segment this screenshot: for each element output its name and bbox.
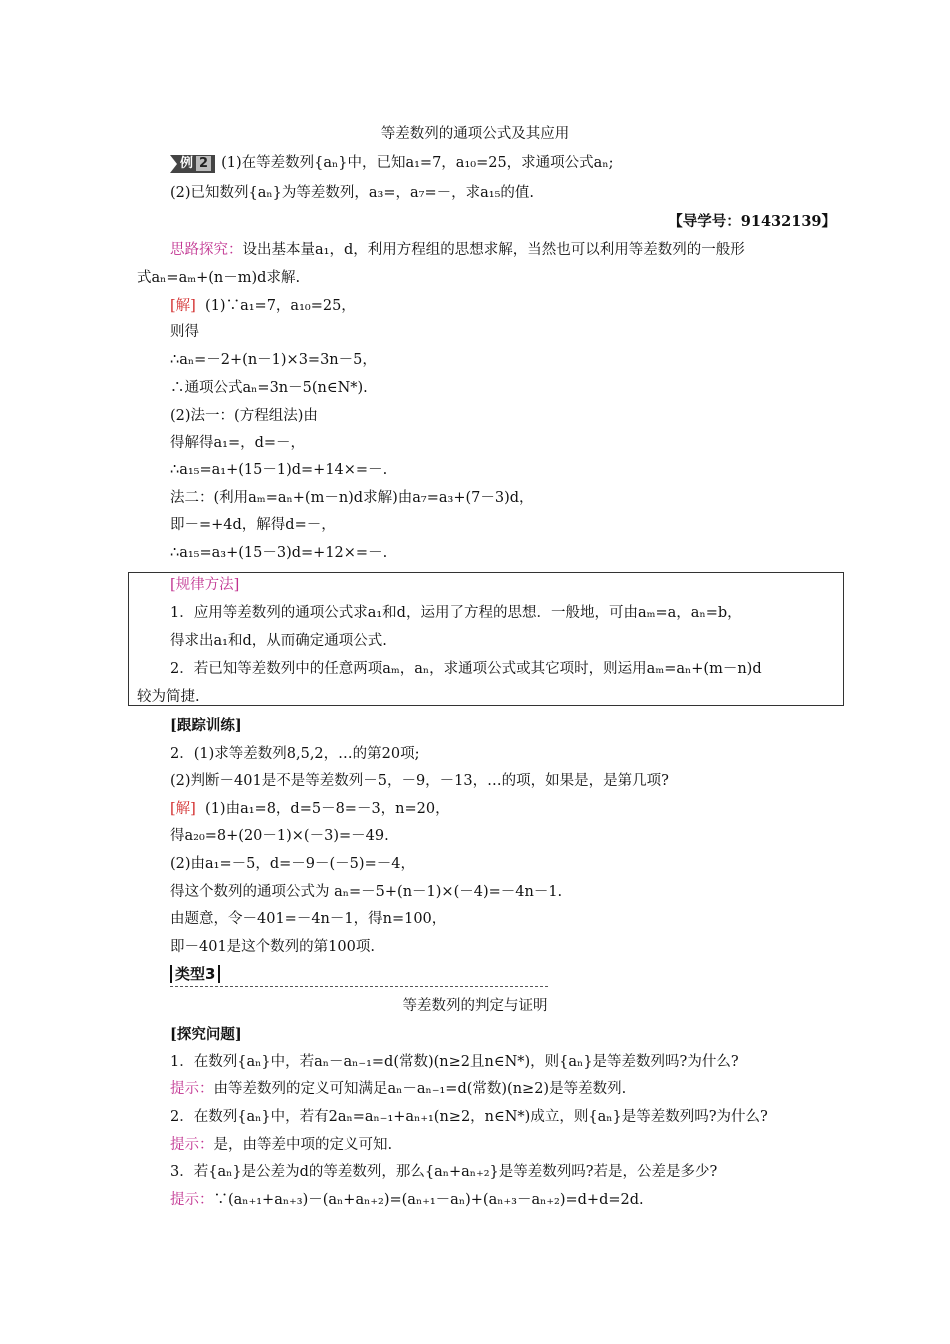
example-number: 2 xyxy=(196,156,211,171)
example-tag xyxy=(170,155,215,173)
type-divider xyxy=(170,986,548,987)
inquiry-question: 3．若{aₙ}是公差为d的等差数列，那么{aₙ+aₙ₊₂}是等差数列吗?若是，公差是多少? xyxy=(170,1164,718,1180)
method-line: 得求出a₁和d，从而确定通项公式. xyxy=(170,633,387,649)
type-label: 类型3 xyxy=(170,965,220,983)
example-question-1 xyxy=(170,153,613,173)
method-line: 2．若已知等差数列中的任意两项aₘ，aₙ，求通项公式或其它项时，则运用aₘ=aₙ+(m－n)d xyxy=(170,661,762,677)
hint-text: 设出基本量a₁，d，利用方程组的思想求解，当然也可以利用等差数列的一般形 xyxy=(242,242,745,258)
solution-line-1 xyxy=(170,296,356,316)
section-2-title: 等差数列的判定与证明 xyxy=(402,998,548,1014)
practice-question-2: (2)判断－401是不是等差数列－5，－9，－13，…的项，如果是，是第几项? xyxy=(170,773,669,789)
inquiry-hint xyxy=(170,1135,392,1155)
hint-label: 思路探究： xyxy=(170,242,243,258)
practice-solution-line: 得这个数列的通项公式为 aₙ=－5+(n－1)×(－4)=－4n－1. xyxy=(170,884,563,900)
hint-text: 是，由等差中项的定义可知. xyxy=(213,1137,393,1153)
hint-line-2: 式aₙ=aₘ+(n－m)d求解. xyxy=(137,270,301,286)
practice-solution-line: 得a₂₀=8+(20－1)×(－3)=－49. xyxy=(170,828,389,844)
solution-line: 法二：(利用aₘ=aₙ+(m－n)d求解)由a₇=a₃+(7－3)d， xyxy=(170,490,534,506)
solution-line: ∴a₁₅=a₃+(15－3)d=+12×=－. xyxy=(170,545,388,561)
inquiry-hint xyxy=(170,1079,626,1099)
practice-solution-line-1 xyxy=(170,799,450,819)
practice-title: [跟踪训练] xyxy=(170,717,242,734)
hint-text: 由等差数列的定义可知满足aₙ－aₙ₋₁=d(常数)(n≥2)是等差数列. xyxy=(213,1081,627,1097)
practice-solution-line: (2)由a₁=－5，d=－9－(－5)=－4， xyxy=(170,856,415,872)
triangle-icon xyxy=(170,155,177,173)
method-box-title: [规律方法] xyxy=(170,577,240,593)
method-line: 较为简捷. xyxy=(137,689,200,705)
hint-label: 提示： xyxy=(170,1192,214,1208)
practice-question-1: 2．(1)求等差数列8,5,2，…的第20项; xyxy=(170,746,420,762)
solution-line: ∴aₙ=－2+(n－1)×3=3n－5， xyxy=(170,352,377,368)
inquiry-hint xyxy=(170,1190,644,1210)
hint-label: 提示： xyxy=(170,1081,214,1097)
inquiry-question: 2．在数列{aₙ}中，若有2aₙ=aₙ₋₁+aₙ₊₁(n≥2，n∈N*)成立，则{aₙ}是等差数列吗?为什么? xyxy=(170,1109,768,1125)
hint-text: ∵(aₙ₊₁+aₙ₊₃)－(aₙ+aₙ₊₂)=(aₙ₊₁－aₙ)+(aₙ₊₃－aₙ₊₂)=d+d=2d. xyxy=(213,1192,644,1208)
hint-line-1 xyxy=(170,240,745,260)
practice-solution-line: 由题意，令－401=－4n－1，得n=100， xyxy=(170,911,447,927)
solution-text: (1)∵a₁=7，a₁₀=25， xyxy=(205,298,356,314)
practice-solution-label: [解] xyxy=(170,801,196,817)
practice-solution-line: 即－401是这个数列的第100项. xyxy=(170,939,375,955)
solution-line: ∴a₁₅=a₁+(15－1)d=+14×=－. xyxy=(170,462,388,478)
guide-number: 【导学号：91432139】 xyxy=(668,213,836,230)
question-1-text: (1)在等差数列{aₙ}中，已知a₁=7，a₁₀=25，求通项公式aₙ; xyxy=(221,155,614,171)
example-question-2: (2)已知数列{aₙ}为等差数列，a₃=，a₇=－，求a₁₅的值. xyxy=(170,185,534,201)
inquiry-title: [探究问题] xyxy=(170,1026,242,1043)
method-line: 1．应用等差数列的通项公式求a₁和d，运用了方程的思想．一般地，可由aₘ=a，aₙ=b， xyxy=(170,605,742,621)
solution-line: 得解得a₁=，d=－， xyxy=(170,435,306,451)
solution-line: (2)法一：(方程组法)由 xyxy=(170,408,318,424)
hint-label: 提示： xyxy=(170,1137,214,1153)
section-title: 等差数列的通项公式及其应用 xyxy=(380,126,570,142)
solution-line: 则得 xyxy=(170,324,199,340)
inquiry-question: 1．在数列{aₙ}中，若aₙ－aₙ₋₁=d(常数)(n≥2且n∈N*)，则{aₙ}是等差数列吗?为什么? xyxy=(170,1054,739,1070)
example-tag-label: 例 xyxy=(180,156,194,171)
solution-label: [解] xyxy=(170,298,196,314)
solution-line: 即－=+4d，解得d=－， xyxy=(170,517,336,533)
solution-line: ∴通项公式aₙ=3n－5(n∈N*). xyxy=(170,380,368,396)
practice-solution-text: (1)由a₁=8，d=5－8=－3，n=20， xyxy=(205,801,450,817)
